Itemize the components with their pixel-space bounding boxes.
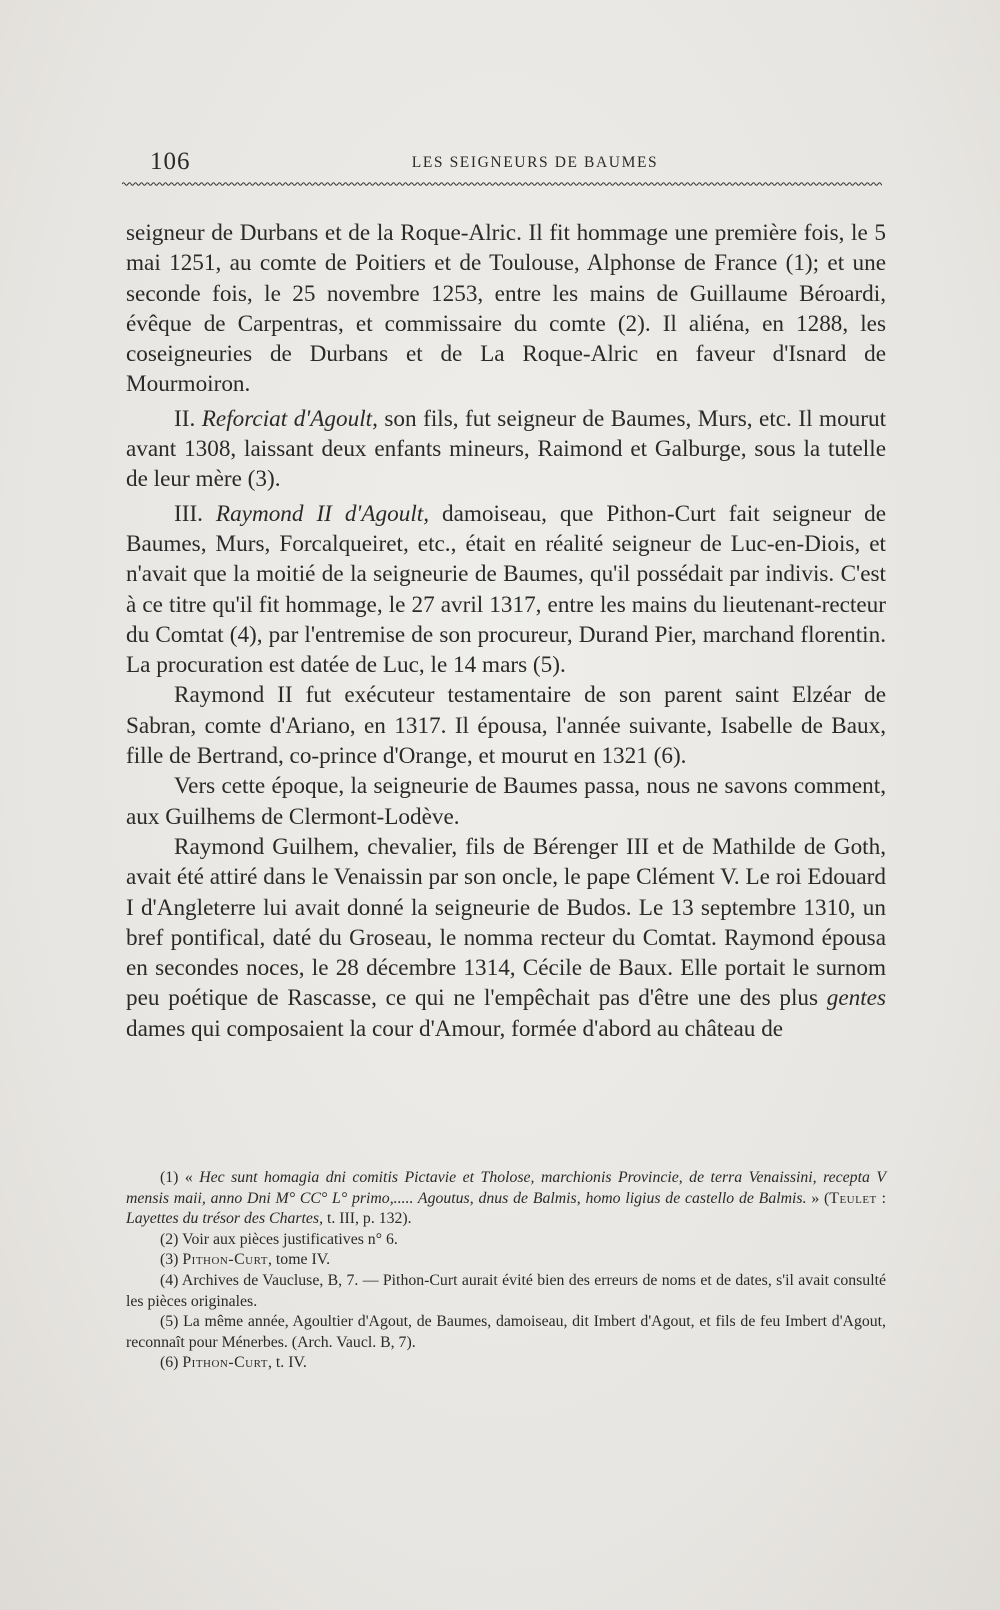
paragraph-3	[126, 499, 886, 681]
paragraph-2	[126, 404, 886, 495]
footnote-3	[126, 1250, 886, 1271]
italic-word-gentes: gentes	[826, 985, 886, 1012]
footnote-1-marker: (1) «	[160, 1169, 200, 1186]
page-number: 106	[150, 148, 191, 175]
footnote-5: (5) La même année, Agoultier d'Agout, de Baumes, damoiseau, dit Imbert d'Agout, et fils de feu Imbert d'Agout, reconnaît pour Ménerbes. (Arch. Vaucl. B, 7).	[126, 1313, 886, 1351]
paragraph-1: seigneur de Durbans et de la Roque-Alric. Il fit hommage une première fois, le 5 mai 1251, au comte de Poitiers et de Toulouse, Alphonse de France (1); et une seconde fois, le 25 novembre 1253, entre les mains de Guillaume Béroardi, évêque de Carpentras, et commissaire du comte (2). Il aliéna, en 1288, les coseigneuries de Durbans et de La Roque-Alric en faveur d'Isnard de Mourmoiron.	[126, 220, 886, 398]
paragraph-6	[126, 832, 886, 1044]
footnote-1-latin: Hec sunt homagia dni comitis Pictavie et Tholose, marchionis Provincie, de terra Venaissini, recepta V mensis maii, anno Dni M° CC° L° primo,..... Agoutus, dnus de Balmis, homo ligius de castello de Balmis.	[126, 1169, 886, 1207]
footnote-6-author: Pithon-Curt	[182, 1354, 269, 1372]
person-name-reforciat: Reforciat d'Agoult,	[201, 405, 378, 432]
footnote-1-author: Teulet	[829, 1189, 877, 1207]
wavy-header-rule	[122, 181, 882, 187]
page-header	[150, 148, 880, 182]
footnote-1	[126, 1168, 886, 1230]
footnote-1-title: Layettes du trésor des Chartes,	[126, 1210, 324, 1228]
footnote-1-separator: :	[876, 1189, 886, 1207]
footnote-1-quote-close: » (	[806, 1189, 830, 1207]
paragraph-2-text: son fils, fut seigneur de Baumes, Murs, etc. Il mourut avant 1308, laissant deux enfants mineurs, Raimond et Galburge, sous la tutelle de leur mère (3).	[126, 405, 887, 493]
person-name-raymond: Raymond II d'Agoult,	[215, 500, 430, 527]
section-number-3: III.	[174, 500, 203, 527]
running-title: LES SEIGNEURS DE BAUMES	[411, 154, 659, 171]
paragraph-4: Raymond II fut exécuteur testamentaire de son parent saint Elzéar de Sabran, comte d'Ariano, en 1317. Il épousa, l'année suivante, Isabelle de Baux, fille de Bertrand, co-prince d'Orange, et mourut en 1321 (6).	[126, 682, 886, 770]
footnote-3-author: Pithon-Curt	[182, 1251, 269, 1269]
footnotes	[126, 1168, 886, 1374]
footnote-1-reference: t. III, p. 132).	[323, 1210, 412, 1228]
footnote-3-reference: , tome IV.	[268, 1251, 331, 1269]
footnote-2: (2) Voir aux pièces justificatives n° 6.	[160, 1230, 398, 1248]
paragraph-3-text: damoiseau, que Pithon-Curt fait seigneur de Baumes, Murs, Forcalqueiret, etc., était en réalité seigneur de Luc-en-Diois, et n'avait que la moitié de la seigneurie de Baumes, qu'il possédait par indivis. C'est à ce titre qu'il fit hommage, le 27 avril 1317, entre les mains du lieutenant-recteur du Comtat (4), par l'entremise de son procureur, Durand Pier, marchand florentin. La procuration est datée de Luc, le 14 mars (5).	[126, 500, 887, 679]
paragraph-6-text-a: Raymond Guilhem, chevalier, fils de Bérenger III et de Mathilde de Goth, avait été attiré dans le Venaissin par son oncle, le pape Clément V. Le roi Edouard I d'Angleterre lui avait donné la seigneurie de Budos. Le 13 septembre 1310, un bref pontifical, daté du Groseau, le nomma recteur du Comtat. Raymond épousa en secondes noces, le 28 décembre 1314, Cécile de Baux. Elle portait le surnom peu poétique de Rascasse, ce qui ne l'empêchait pas d'être une des plus	[126, 833, 886, 1012]
footnote-6-marker: (6)	[160, 1354, 183, 1372]
paragraph-5: Vers cette époque, la seigneurie de Baumes passa, nous ne savons comment, aux Guilhems de Clermont-Lodève.	[126, 773, 886, 830]
main-text	[126, 218, 886, 1044]
footnote-3-marker: (3)	[160, 1251, 183, 1269]
footnote-6-reference: , t. IV.	[268, 1354, 307, 1372]
footnote-4: (4) Archives de Vaucluse, B, 7. — Pithon-Curt aurait évité bien des erreurs de noms et de dates, s'il avait consulté les pièces originales.	[126, 1271, 886, 1310]
footnote-6	[126, 1353, 886, 1374]
section-number-2: II.	[174, 405, 196, 432]
paragraph-6-text-b: dames qui composaient la cour d'Amour, formée d'abord au château de	[126, 1015, 784, 1042]
